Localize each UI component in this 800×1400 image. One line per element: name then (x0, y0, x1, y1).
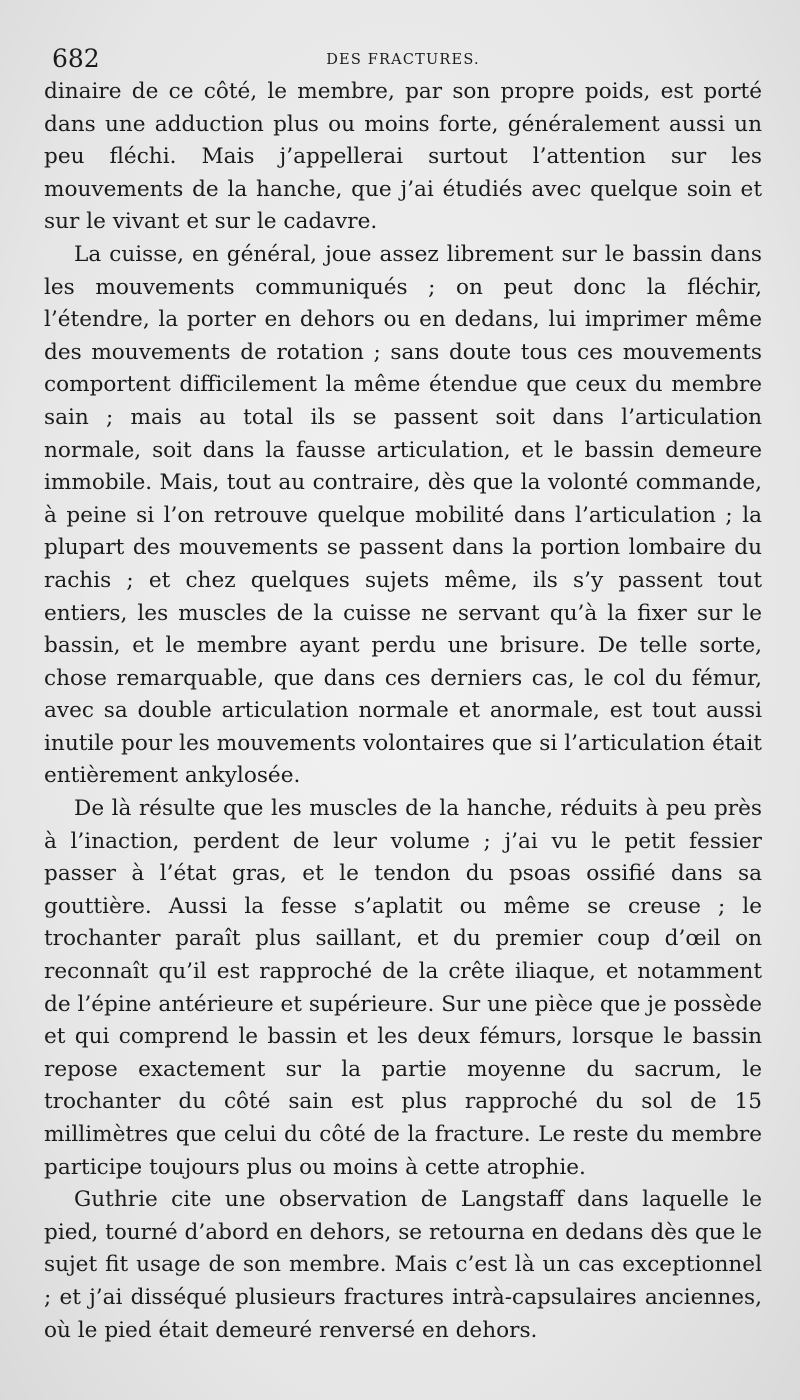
running-head: DES FRACTURES. (326, 52, 480, 68)
page-number: 682 (52, 44, 100, 73)
paragraph-2: La cuisse, en général, joue assez librement sur le bassin dans les mouvements communiqués ; on peut donc la fléchir, l’étendre, la porter en dehors ou en dedans, lui imprimer même des mouvements de rotation ; sans doute tous ces mouvements comportent difficilement la même étendue que ceux du membre sain ; mais au total ils se passent soit dans l’articulation normale, soit dans la fausse articulation, et le bassin demeure immobile. Mais, tout au contraire, dès que la volonté commande, à peine si l’on retrouve quelque mobilité dans l’articulation ; la plupart des mouvements se passent dans la portion lombaire du rachis ; et chez quelques sujets même, ils s’y passent tout entiers, les muscles de la cuisse ne servant qu’à la fixer sur le bassin, et le membre ayant perdu une brisure. De telle sorte, chose remarquable, que dans ces derniers cas, le col du fémur, avec sa double articulation normale et anormale, est tout aussi inutile pour les mouvements volontaires que si l’articulation était entièrement ankylosée. (44, 241, 762, 789)
paragraph-3: De là résulte que les muscles de la hanche, réduits à peu près à l’inaction, perdent de leur volume ; j’ai vu le petit fessier passer à l’état gras, et le tendon du psoas ossifié dans sa gouttière. Aussi la fesse s’aplatit ou même se creuse ; le trochanter paraît plus saillant, et du premier coup d’œil on reconnaît qu’il est rapproché de la crête iliaque, et notamment de l’épine antérieure et supérieure. Sur une pièce que je possède et qui comprend le bassin et les deux fémurs, lorsque le bassin repose exactement sur la partie moyenne du sacrum, le trochanter du côté sain est plus rapproché du sol de 15 millimètres que celui du côté de la fracture. Le reste du membre participe toujours plus ou moins à cette atrophie. (44, 796, 762, 1180)
body-text (44, 76, 762, 1347)
paragraph-4: Guthrie cite une observation de Langstaff dans laquelle le pied, tourné d’abord en dehors, se retourna en dedans dès que le sujet fit usage de son membre. Mais c’est là un cas exceptionnel ; et j’ai disséqué plusieurs fractures intrà-capsulaires anciennes, où le pied était demeuré renversé en dehors. (44, 1187, 762, 1343)
page-header (44, 40, 762, 76)
paragraph-1: dinaire de ce côté, le membre, par son propre poids, est porté dans une adduction plus ou moins forte, généralement aussi un peu fléchi. Mais j’appellerai surtout l’attention sur les mouvements de la hanche, que j’ai étudiés avec quelque soin et sur le vivant et sur le cadavre. (44, 79, 762, 235)
